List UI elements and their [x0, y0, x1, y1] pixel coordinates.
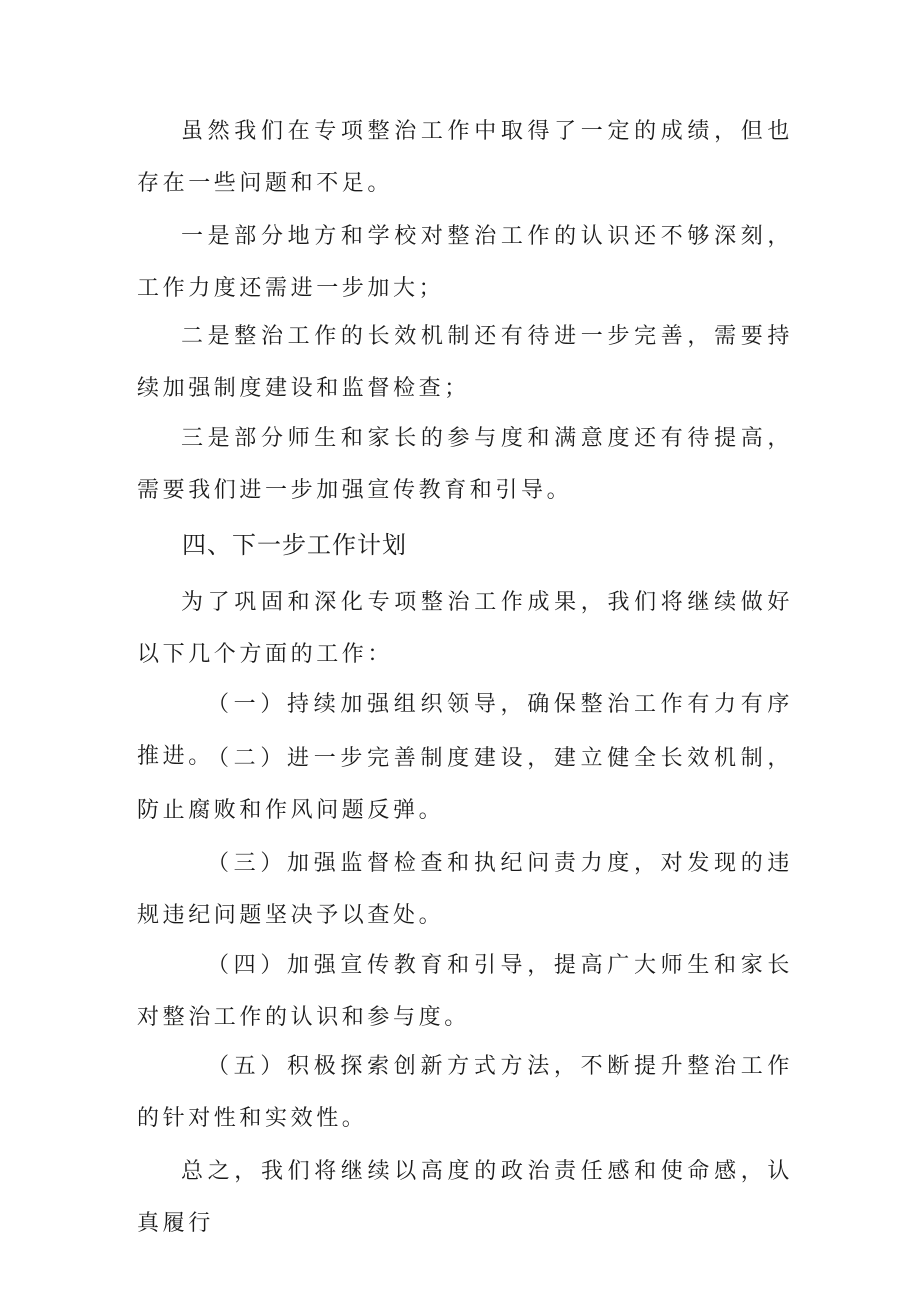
paragraph-point-three: 三是部分师生和家长的参与度和满意度还有待提高，需要我们进一步加强宣传教育和引导。: [137, 426, 793, 503]
list-item-2: （二）进一步完善制度建设，建立健全长效机制，防止腐败和作风问题反弹。: [137, 746, 793, 823]
list-item-1: （一）持续加强组织领导，确保整治工作有力有序推进。: [137, 692, 793, 769]
paragraph-shortcomings-intro: 虽然我们在专项整治工作中取得了一定的成绩，但也存在一些问题和不足。: [137, 119, 793, 196]
paragraph-point-two: 二是整治工作的长效机制还有待进一步完善，需要持续加强制度建设和监督检查；: [137, 324, 793, 401]
paragraph-plan-intro: 为了巩固和深化专项整治工作成果，我们将继续做好以下几个方面的工作：: [137, 590, 793, 667]
list-item-3: （三）加强监督检查和执纪问责力度，对发现的违规违纪问题坚决予以查处。: [137, 851, 793, 928]
list-item-5: （五）积极探索创新方式方法，不断提升整治工作的针对性和实效性。: [137, 1054, 793, 1131]
paragraph-point-one: 一是部分地方和学校对整治工作的认识还不够深刻，工作力度还需进一步加大；: [137, 224, 793, 301]
list-item-4: （四）加强宣传教育和引导，提高广大师生和家长对整治工作的认识和参与度。: [137, 953, 793, 1030]
paragraph-closing: 总之，我们将继续以高度的政治责任感和使命感，认真履行: [137, 1159, 793, 1236]
section-heading: 四、下一步工作计划: [182, 531, 407, 559]
